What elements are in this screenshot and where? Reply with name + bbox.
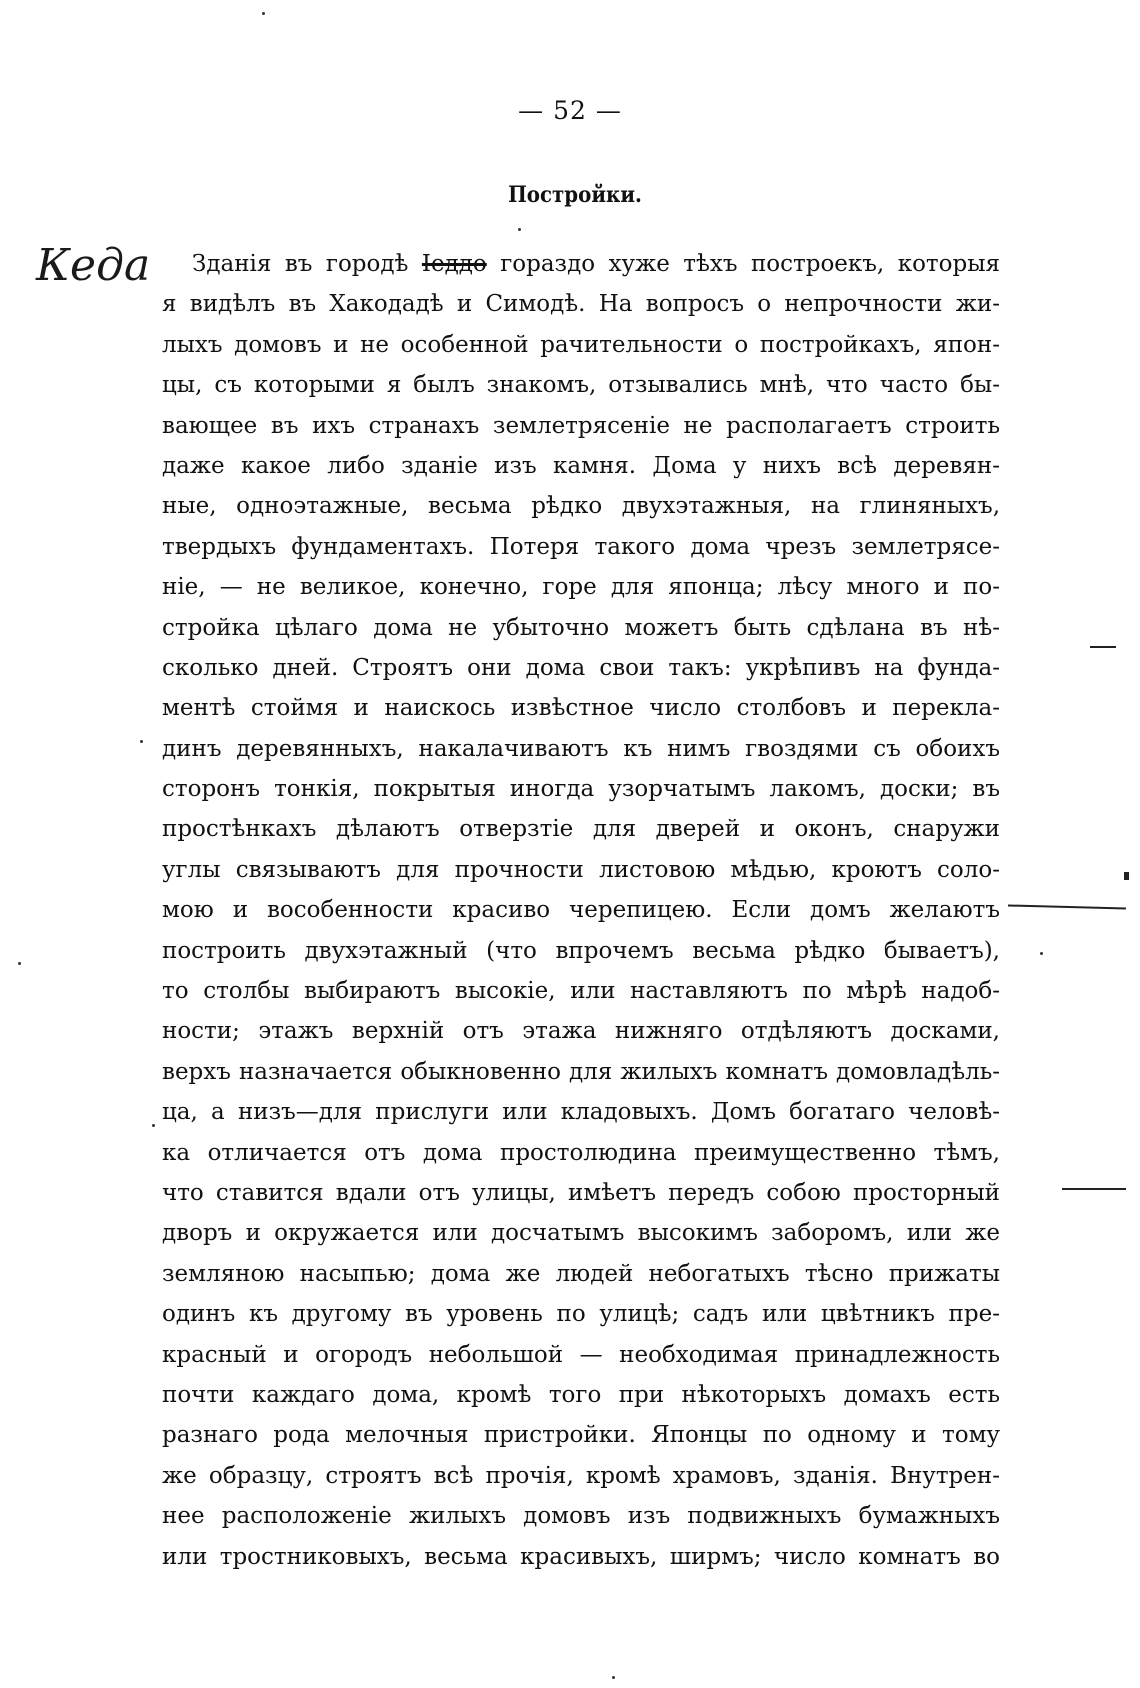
page-number: — 52 — [518,96,622,125]
text-line: стройка цѣлаго дома не убыточно можетъ быть сдѣлана въ нѣ- [162,614,1000,641]
scan-dot [140,740,143,743]
scan-mark [1008,904,1126,909]
text-line: я видѣлъ въ Хакодадѣ и Симодѣ. На вопросъ о непрочности жи- [162,291,1000,318]
text-line: одинъ къ другому въ уровень по улицѣ; садъ или цвѣтникъ пре- [162,1301,1000,1328]
text-line: построить двухэтажный (что впрочемъ весьма рѣдко бываетъ), [162,937,1000,964]
text-line: дворъ и окружается или досчатымъ высокимъ заборомъ, или же [162,1220,1000,1247]
text-line: что ставится вдали отъ улицы, имѣетъ передъ собою просторный [162,1179,1000,1206]
scan-mark [1124,872,1129,880]
text-line: сторонъ тонкія, покрытыя иногда узорчатымъ лакомъ, доски; въ [162,776,1000,803]
scan-dot [152,1124,155,1127]
text-line: ности; этажъ верхній отъ этажа нижняго отдѣляютъ досками, [162,1018,1000,1045]
text-line: разнаго рода мелочныя пристройки. Японцы по одному и тому [162,1422,1000,1449]
text-line: простѣнкахъ дѣлаютъ отверзтіе для дверей и оконъ, снаружи [162,816,1000,843]
text-line: то столбы выбираютъ высокіе, или наставляютъ по мѣрѣ надоб- [162,978,1000,1005]
scan-mark [1090,646,1116,648]
text-line: земляною насыпью; дома же людей небогатыхъ тѣсно прижаты [162,1260,1000,1287]
text-line: вающее въ ихъ странахъ землетрясеніе не располагаетъ строить [162,412,1000,439]
text-line: ніе, — не великое, конечно, горе для японца; лѣсу много и по- [162,574,1000,601]
scan-dot [18,962,21,965]
text-line: красный и огородъ небольшой — необходимая принадлежность [162,1341,1000,1368]
text-line: лыхъ домовъ и не особенной рачительности о постройкахъ, япон- [162,331,1000,358]
text-line: даже какое либо зданіе изъ камня. Дома у нихъ всѣ деревян- [162,452,1000,479]
text-line: нее расположеніе жилыхъ домовъ изъ подвижныхъ бумажныхъ [162,1503,1000,1530]
text-line: же образцу, строятъ всѣ прочія, кромѣ храмовъ, зданія. Внутрен- [162,1462,1000,1489]
text-line: цы, съ которыми я былъ знакомъ, отзывались мнѣ, что часто бы- [162,372,1000,399]
scan-dot [262,12,265,15]
text-line [162,244,1000,284]
text-line: динъ деревянныхъ, накалачиваютъ къ нимъ гвоздями съ обоихъ [162,735,1000,762]
handwritten-margin-note: Кеда [36,240,151,291]
text-line: твердыхъ фундаментахъ. Потеря такого дома чрезъ землетрясе- [162,533,1000,560]
text-line: углы связываютъ для прочности листовою мѣдью, кроютъ соло- [162,856,1000,883]
text-line: или тростниковыхъ, весьма красивыхъ, ширмъ; число комнатъ во [162,1543,1000,1570]
text-fragment: гораздо хуже тѣхъ построекъ, которыя [500,251,1001,277]
text-line: ные, одноэтажные, весьма рѣдко двухэтажныя, на глиняныхъ, [162,493,1000,520]
text-line: ментѣ стоймя и наискось извѣстное число столбовъ и перекла- [162,695,1000,722]
text-line: верхъ назначается обыкновенно для жилыхъ комнатъ домовладѣль- [162,1058,1000,1085]
text-line: ка отличается отъ дома простолюдина преимущественно тѣмъ, [162,1139,1000,1166]
section-title: Постройки. [508,182,642,208]
body-text [162,244,1000,1577]
scan-dot [518,228,521,231]
scan-mark [1062,1188,1126,1190]
text-line: почти каждаго дома, кромѣ того при нѣкоторыхъ домахъ есть [162,1381,1000,1408]
struck-word: Іеддо [421,251,487,277]
scan-dot [1040,952,1043,955]
scan-dot [612,1676,615,1679]
text-fragment: Зданія въ городѣ [192,251,409,277]
text-line: сколько дней. Строятъ они дома свои такъ: укрѣпивъ на фунда- [162,654,1000,681]
text-line: ца, а низъ—для прислуги или кладовыхъ. Домъ богатаго человѣ- [162,1099,1000,1126]
text-line: мою и вособенности красиво черепицею. Если домъ желаютъ [162,897,1000,924]
